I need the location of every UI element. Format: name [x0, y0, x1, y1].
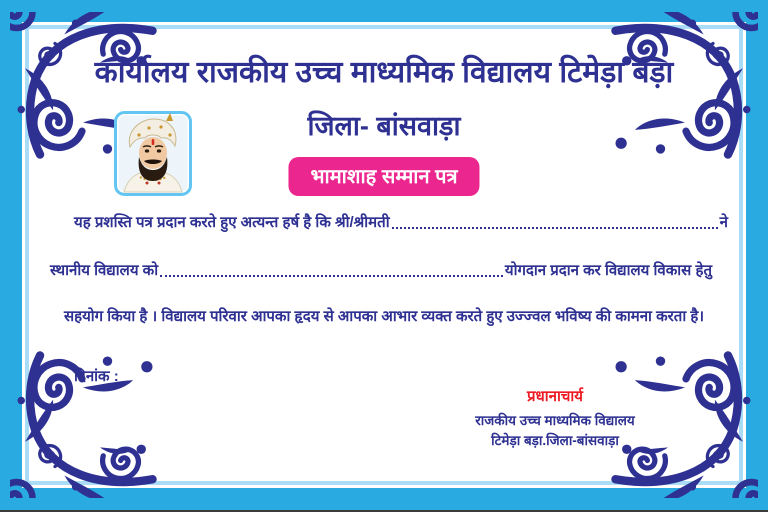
- body-line-3: सहयोग किया है । विद्यालय परिवार आपका हृदय से आपका आभार व्यक्त करते हुए उज्ज्वल भविष्य की कामना करता है।: [63, 308, 705, 325]
- bhamashah-portrait: [114, 111, 192, 196]
- banner-title: भामाशाह सम्मान पत्र: [288, 157, 479, 196]
- fill-in-contribution-line: [160, 275, 503, 277]
- signatory-title: प्रधानाचार्य: [527, 388, 583, 405]
- district-title: जिला- बांसवाड़ा: [307, 111, 461, 141]
- signature-block: [445, 386, 665, 451]
- date-label: दिनांक :: [74, 368, 119, 385]
- signatory-place: टिमेड़ा बड़ा.जिला-बांसवाड़ा: [491, 433, 619, 448]
- body-line-2-suffix: योगदान प्रदान कर विद्यालय विकास हेतु: [504, 262, 712, 279]
- body-line-1-suffix: ने: [719, 214, 728, 231]
- body-line-2-prefix: स्थानीय विद्यालय को: [50, 262, 159, 279]
- body-line-2: [50, 260, 712, 281]
- signatory-org: राजकीय उच्च माध्यमिक विद्यालय: [475, 413, 635, 428]
- body-line-1-prefix: यह प्रशस्ति पत्र प्रदान करते हुए अत्यन्त हर्ष है कि श्री/श्रीमती: [74, 214, 390, 231]
- body-line-1: [74, 212, 728, 233]
- office-title: कार्यालय राजकीय उच्च माध्यमिक विद्यालय टिमेड़ा बड़ा: [94, 56, 674, 89]
- fill-in-name-line: [392, 227, 718, 229]
